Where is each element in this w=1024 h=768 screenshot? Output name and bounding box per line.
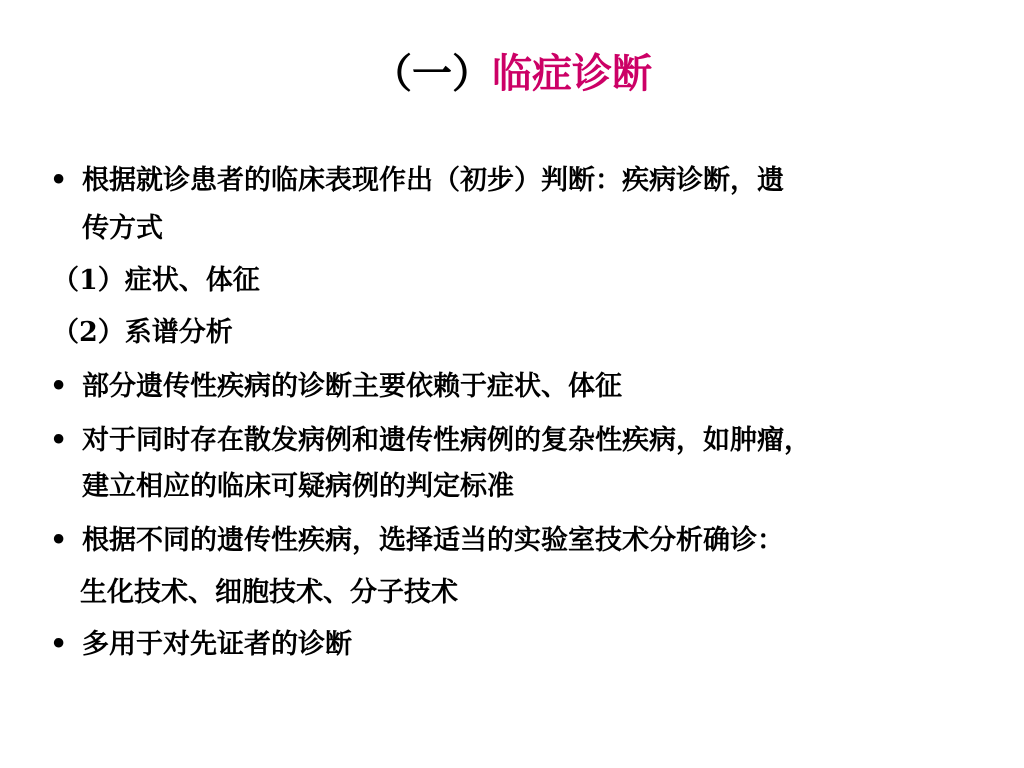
bullet-marker: •	[50, 425, 68, 456]
slide-title	[0, 44, 1024, 104]
continuation-techniques-list: 生化技术、细胞技术、分子技术	[80, 577, 458, 608]
bullet-item-complex-disease-line-2: 建立相应的临床可疑病例的判定标准	[82, 471, 514, 502]
bullet-item-diagnosis-line-2: 传方式	[82, 213, 163, 244]
bullet-marker: •	[50, 525, 68, 556]
bullet-marker: •	[50, 629, 68, 660]
bullet-item-complex-disease-line-1: 对于同时存在散发病例和遗传性病例的复杂性疾病，如肿瘤，	[82, 425, 811, 456]
bullet-item-lab-techniques: 根据不同的遗传性疾病，选择适当的实验室技术分析确诊：	[82, 525, 784, 556]
bullet-marker: •	[50, 371, 68, 402]
sub-item-symptoms: （1）症状、体征	[52, 265, 260, 296]
bullet-item-symptom-reliance: 部分遗传性疾病的诊断主要依赖于症状、体征	[82, 371, 622, 402]
title-main: 临症诊断	[492, 50, 652, 97]
title-prefix: （一）	[372, 50, 492, 97]
sub-item-pedigree: （2）系谱分析	[52, 317, 233, 348]
bullet-marker: •	[50, 165, 68, 196]
bullet-item-proband: 多用于对先证者的诊断	[82, 629, 352, 660]
bullet-item-diagnosis-line-1: 根据就诊患者的临床表现作出（初步）判断：疾病诊断，遗	[82, 165, 784, 196]
